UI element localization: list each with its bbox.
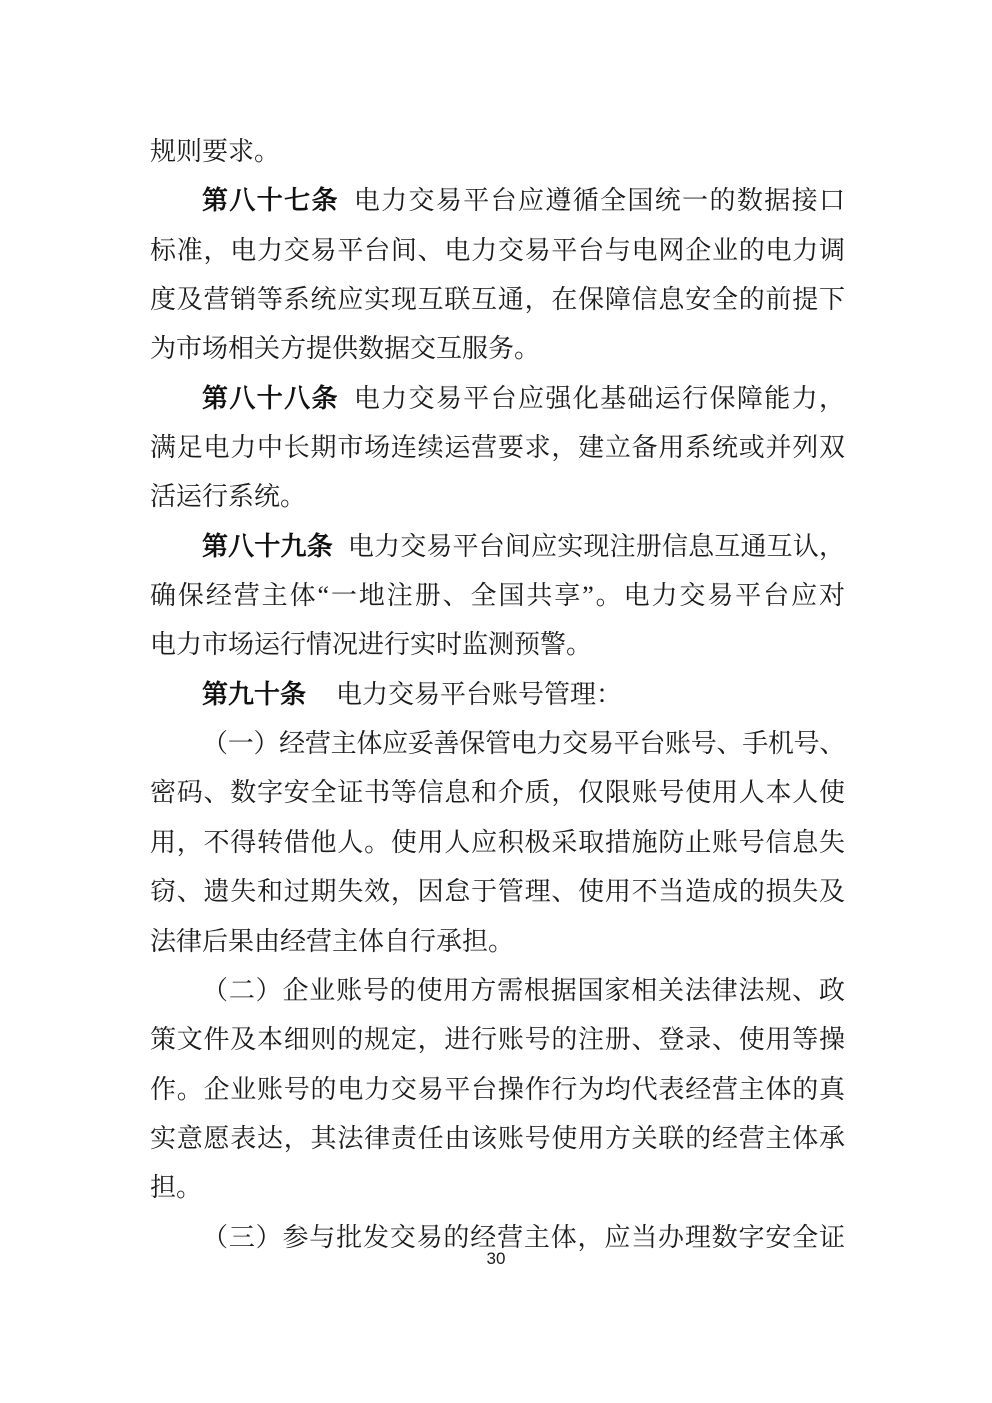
text-line: 作。企业账号的电力交易平台操作行为均代表经营主体的真 — [150, 1074, 845, 1104]
text-line: 法律后果由经营主体自行承担。 — [150, 926, 515, 956]
text-line: 担。 — [150, 1173, 203, 1203]
text-line: 用，不得转借他人。使用人应积极采取措施防止账号信息失 — [150, 827, 845, 857]
text-line — [150, 670, 845, 719]
text-line: （一）经营主体应妥善保管电力交易平台账号、手机号、 — [202, 729, 845, 759]
text-line: 活运行系统。 — [150, 482, 307, 512]
line-text: 电力交易平台间应实现注册信息互通互认， — [347, 531, 845, 561]
article-number: 第八十八条 — [202, 383, 339, 413]
page-number: 30 — [486, 1249, 506, 1268]
article-number: 第九十条 — [202, 679, 307, 709]
text-line: 密码、数字安全证书等信息和介质，仅限账号使用人本人使 — [150, 778, 845, 808]
article-number: 第八十七条 — [202, 186, 339, 216]
text-line: 标准，电力交易平台间、电力交易平台与电网企业的电力调 — [150, 235, 845, 265]
line-text: 电力交易平台账号管理： — [336, 679, 623, 709]
text-line: （二）企业账号的使用方需根据国家相关法律法规、政 — [202, 975, 845, 1005]
article-number: 第八十九条 — [202, 531, 333, 561]
text-line: 实意愿表达，其法律责任由该账号使用方关联的经营主体承 — [150, 1123, 845, 1153]
text-line: 规则要求。 — [150, 137, 281, 166]
text-line: 满足电力中长期市场连续运营要求，建立备用系统或并列双 — [150, 433, 845, 463]
text-content — [150, 127, 845, 1262]
text-line: （三）参与批发交易的经营主体，应当办理数字安全证 — [202, 1222, 845, 1252]
text-line: 度及营销等系统应实现互联互通，在保障信息安全的前提下 — [150, 285, 845, 315]
text-line — [150, 522, 845, 571]
text-line: 为市场相关方提供数据交互服务。 — [150, 334, 541, 364]
text-line: 电力市场运行情况进行实时监测预警。 — [150, 630, 593, 660]
text-line: 确保经营主体“一地注册、全国共享”。电力交易平台应对 — [150, 581, 845, 611]
line-text: 电力交易平台应强化基础运行保障能力， — [353, 383, 845, 413]
text-line — [150, 176, 845, 225]
text-line: 窃、遗失和过期失效，因怠于管理、使用不当造成的损失及 — [150, 877, 845, 907]
line-text: 电力交易平台应遵循全国统一的数据接口 — [353, 186, 845, 216]
text-line: 策文件及本细则的规定，进行账号的注册、登录、使用等操 — [150, 1025, 845, 1055]
text-line — [150, 374, 845, 423]
